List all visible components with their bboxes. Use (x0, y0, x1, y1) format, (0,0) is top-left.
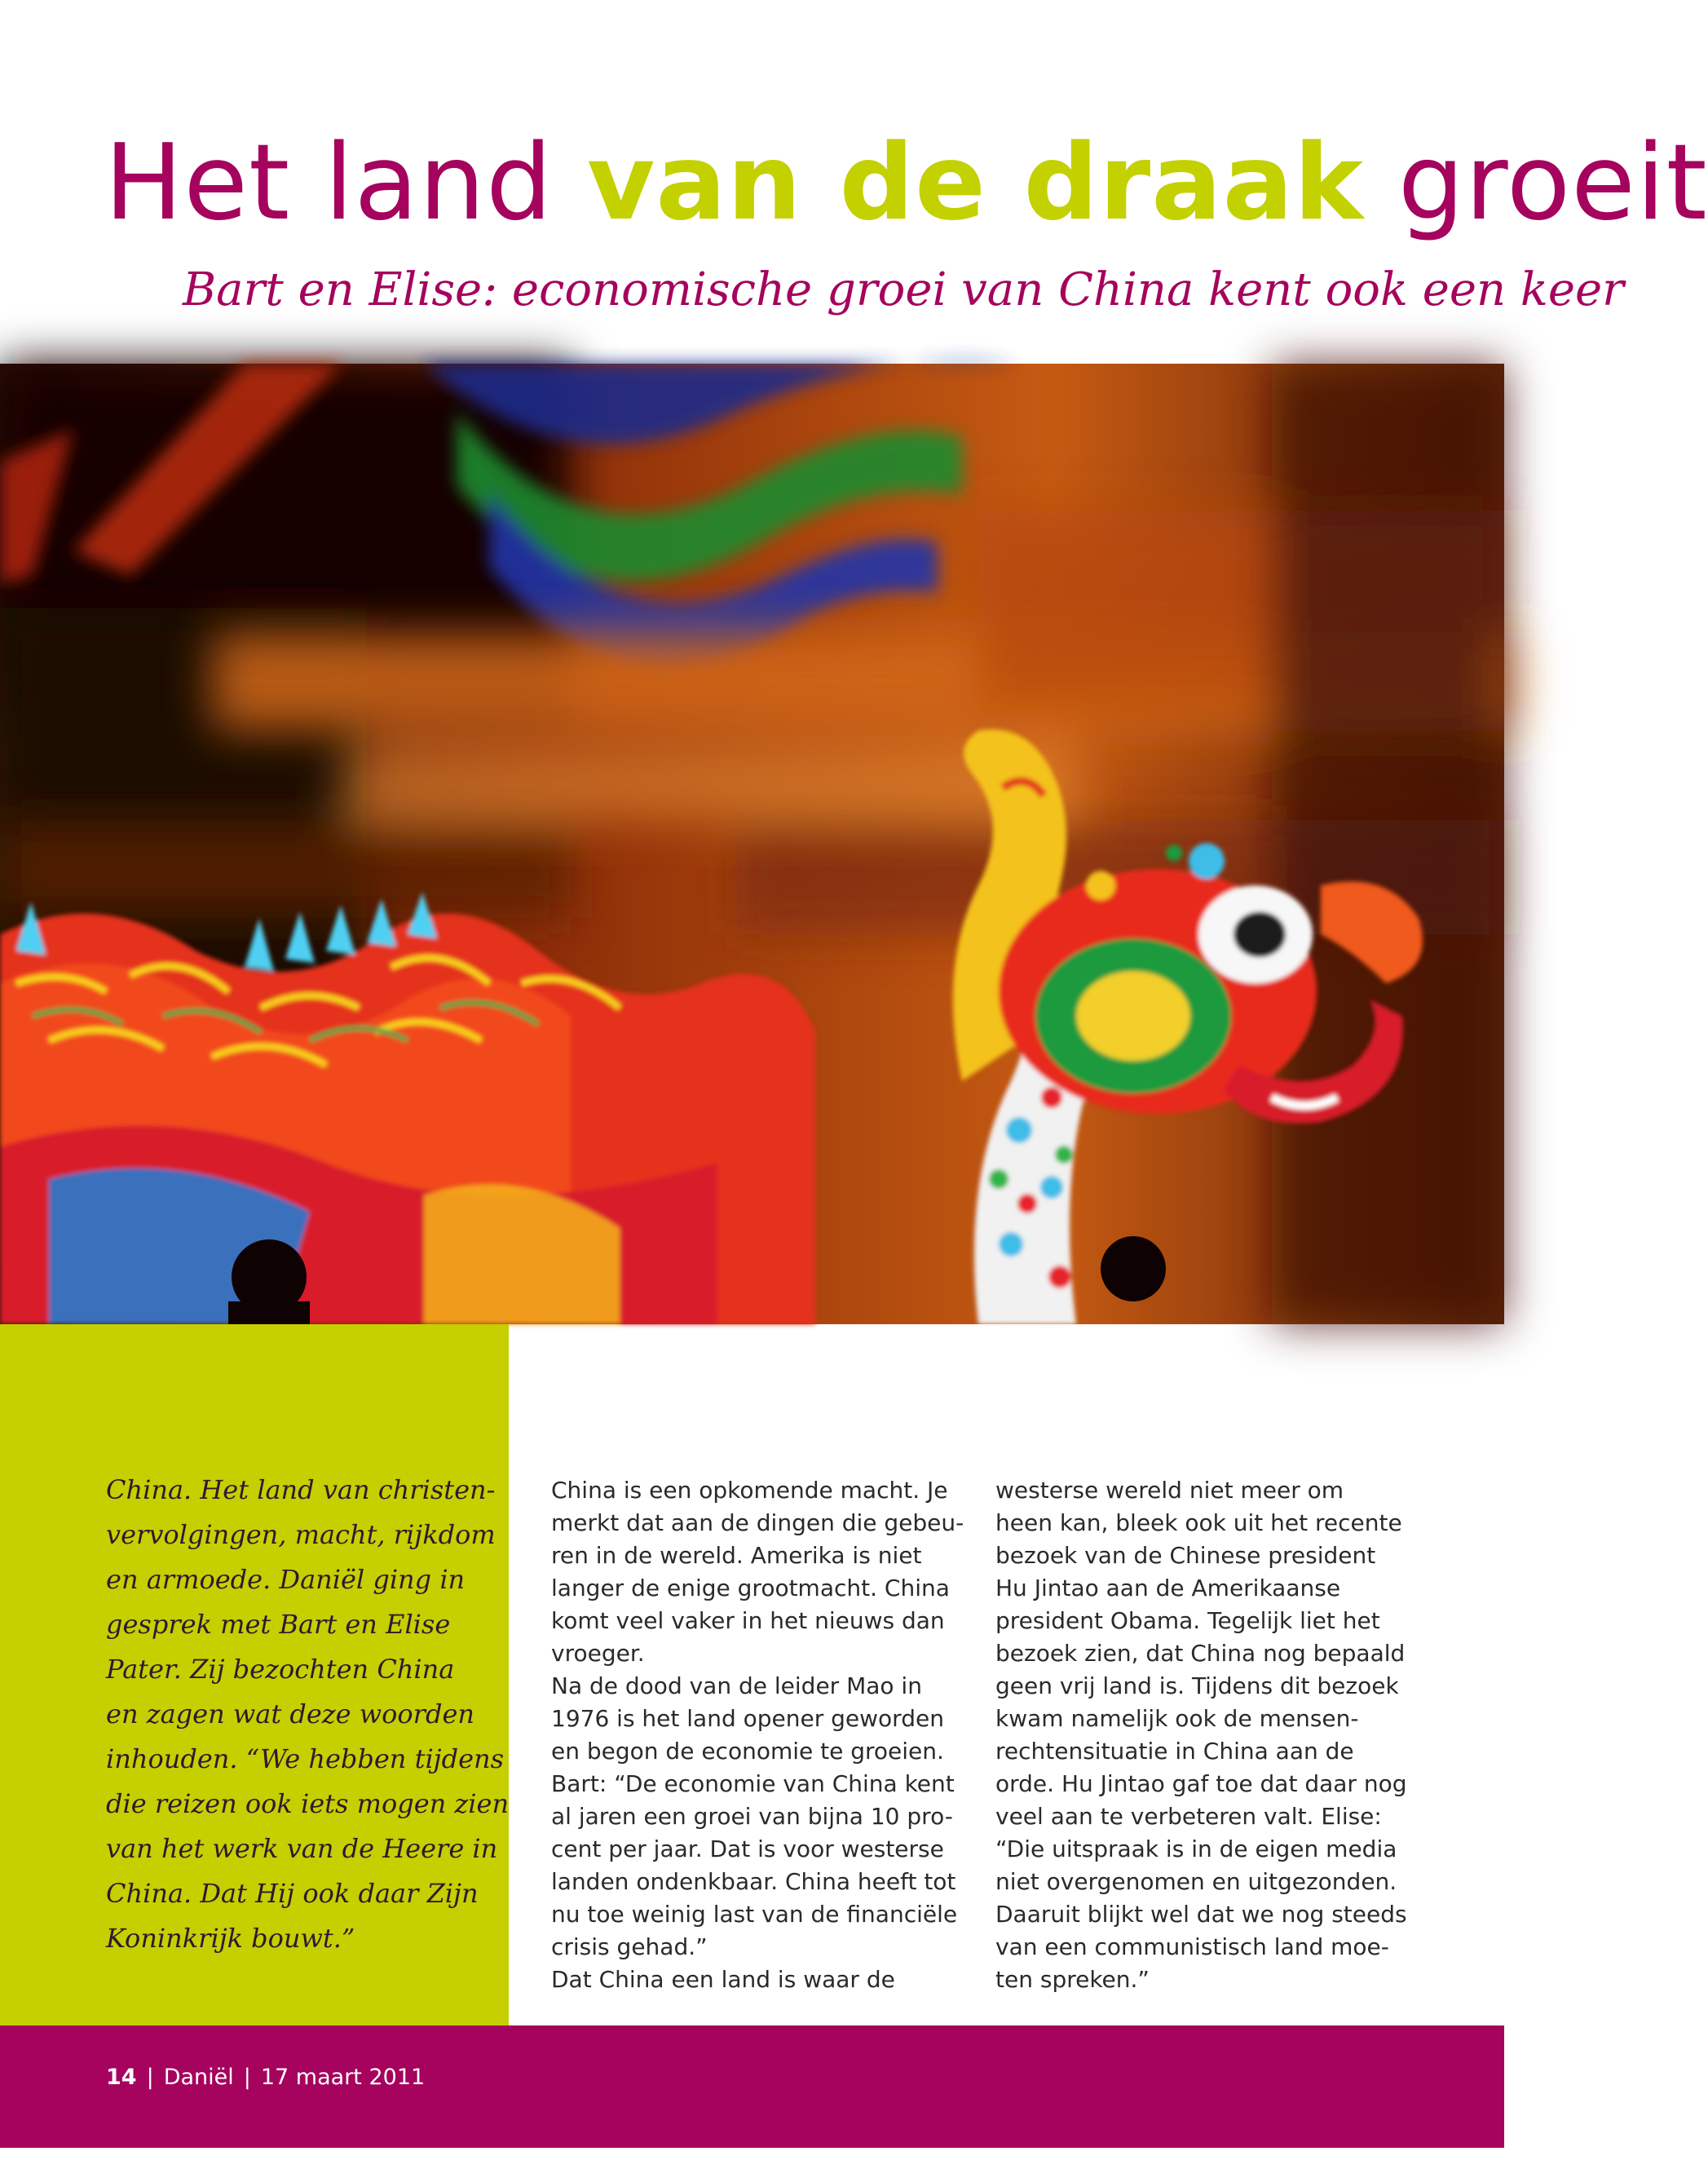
intro-line: gesprek met Bart en Elise (106, 1609, 451, 1640)
body-line: bezoek van de Chinese president (995, 1542, 1376, 1569)
body-line: al jaren een groei van bijna 10 pro- (551, 1803, 953, 1830)
body-line: rechtensituatie in China aan de (995, 1738, 1354, 1765)
body-line: ren in de wereld. Amerika is niet (551, 1542, 922, 1569)
body-line: Bart: “De economie van China kent (551, 1770, 955, 1797)
body-line: Daaruit blijkt wel dat we nog steeds (995, 1901, 1407, 1928)
intro-line: China. Het land van christen- (106, 1474, 496, 1505)
magazine-name: Daniël (163, 2065, 234, 2090)
body-line: Na de dood van de leider Mao in (551, 1672, 922, 1699)
body-line: vroeger. (551, 1640, 645, 1667)
body-line: merkt dat aan de dingen die gebeu- (551, 1509, 964, 1536)
title-part-2: groeit (1364, 122, 1708, 244)
body-line: ten spreken.” (995, 1966, 1150, 1993)
body-line: “Die uitspraak is in de eigen media (995, 1835, 1397, 1862)
body-line: kwam namelijk ook de mensen- (995, 1705, 1359, 1732)
title-highlight: van de draak (586, 122, 1365, 244)
dragon-dance-photo (0, 364, 1504, 1324)
body-column-2 (995, 1474, 1407, 1996)
body-line: heen kan, bleek ook uit het recente (995, 1509, 1402, 1536)
body-line: crisis gehad.” (551, 1933, 708, 1960)
article-subtitle: Bart en Elise: economische groei van China kent ook een keer (183, 263, 1624, 316)
intro-line: die reizen ook iets mogen zien (106, 1788, 510, 1819)
article-title (104, 122, 1708, 245)
title-part-1: Het land (104, 122, 587, 244)
intro-line: van het werk van de Heere in (106, 1833, 498, 1864)
body-line: Dat China een land is waar de (551, 1966, 895, 1993)
body-line: niet overgenomen en uitgezonden. (995, 1868, 1397, 1895)
folio-separator: | (243, 2065, 251, 2090)
body-line: veel aan te verbeteren valt. Elise: (995, 1803, 1382, 1830)
intro-text (106, 1468, 510, 1961)
folio-separator: | (146, 2065, 154, 2090)
body-column-1 (551, 1474, 964, 1996)
body-line: orde. Hu Jintao gaf toe dat daar nog (995, 1770, 1407, 1797)
intro-line: vervolgingen, macht, rijkdom (106, 1519, 496, 1550)
body-line: komt veel vaker in het nieuws dan (551, 1607, 945, 1634)
body-line: en begon de economie te groeien. (551, 1738, 944, 1765)
intro-line: China. Dat Hij ook daar Zijn (106, 1878, 479, 1909)
page-folio (106, 2061, 425, 2094)
body-line: geen vrij land is. Tijdens dit bezoek (995, 1672, 1399, 1699)
body-line: China is een opkomende macht. Je (551, 1477, 948, 1504)
body-line: nu toe weinig last van de financiële (551, 1901, 958, 1928)
body-line: bezoek zien, dat China nog bepaald (995, 1640, 1406, 1667)
body-line: langer de enige grootmacht. China (551, 1575, 950, 1601)
intro-line: Pater. Zij bezochten China (106, 1654, 455, 1685)
body-line: van een communistisch land moe- (995, 1933, 1389, 1960)
body-line: president Obama. Tegelijk liet het (995, 1607, 1380, 1634)
intro-line: en armoede. Daniël ging in (106, 1564, 466, 1595)
body-line: westerse wereld niet meer om (995, 1477, 1344, 1504)
intro-line: inhouden. “We hebben tijdens (106, 1743, 505, 1774)
page-number: 14 (106, 2065, 137, 2090)
issue-date: 17 maart 2011 (260, 2065, 426, 2090)
intro-line: en zagen wat deze woorden (106, 1699, 474, 1729)
intro-line: Koninkrijk bouwt.” (106, 1923, 355, 1954)
body-line: 1976 is het land opener geworden (551, 1705, 944, 1732)
body-line: Hu Jintao aan de Amerikaanse (995, 1575, 1341, 1601)
body-line: cent per jaar. Dat is voor westerse (551, 1835, 944, 1862)
body-line: landen ondenkbaar. China heeft tot (551, 1868, 956, 1895)
